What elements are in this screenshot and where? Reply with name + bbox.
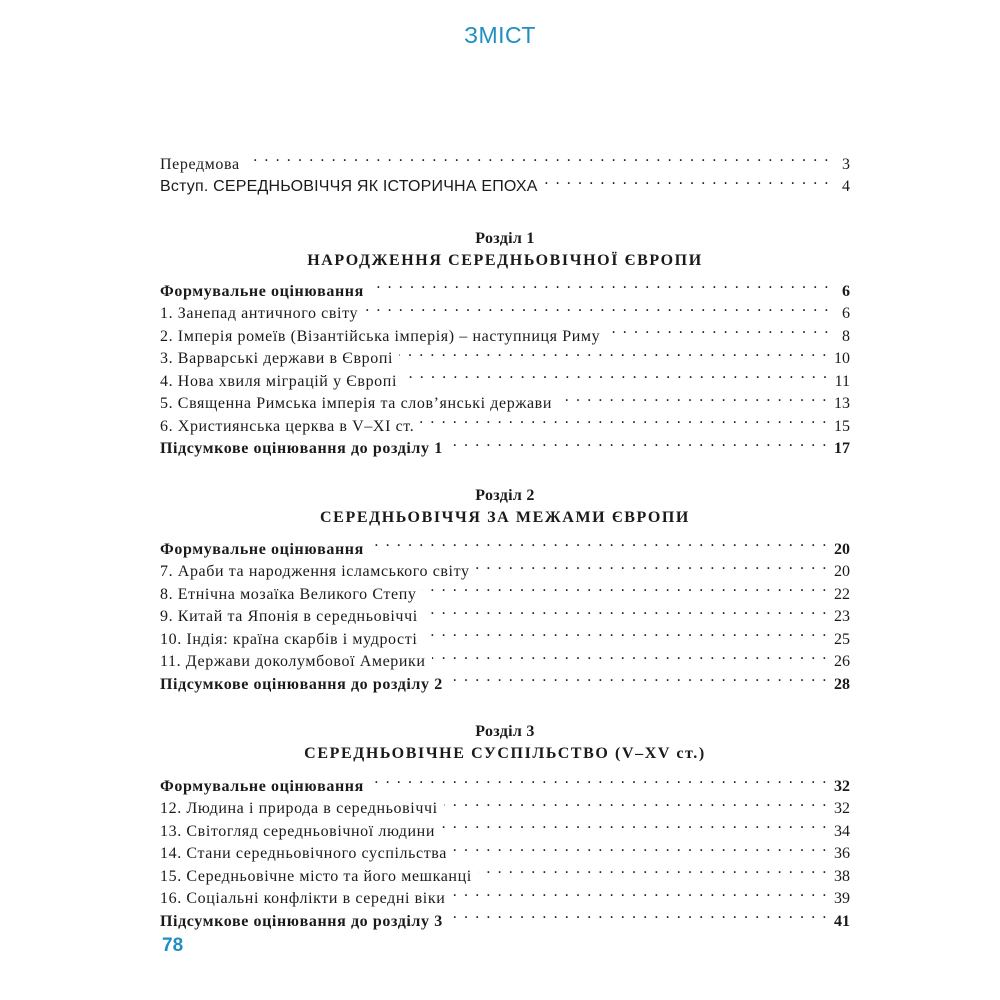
toc-entry-label: 15. Середньовічне місто та його мешканці bbox=[160, 867, 472, 885]
leader-dots bbox=[544, 169, 830, 192]
toc-entry-page: 32 bbox=[834, 777, 850, 795]
toc-entry-page: 10 bbox=[834, 350, 850, 367]
leader-dots bbox=[422, 576, 828, 599]
leader-dots bbox=[476, 554, 828, 577]
toc-entry-label: Передмова bbox=[160, 155, 240, 173]
toc-entry-page: 13 bbox=[834, 395, 850, 412]
toc-entry-page: 11 bbox=[834, 372, 850, 390]
toc-entry-label: 9. Китай та Японія в середньовіччі bbox=[160, 608, 418, 625]
toc-entry-page: 20 bbox=[834, 540, 850, 558]
toc-entry-label: Підсумкове оцінювання до розділу 3 bbox=[160, 912, 443, 930]
toc-entry-page: 25 bbox=[834, 630, 850, 648]
section-name: СЕРЕДНЬОВІЧЧЯ ЗА МЕЖАМИ ЄВРОПИ bbox=[320, 509, 690, 526]
toc-entry-label: 10. Індія: країна скарбів і мудрості bbox=[160, 630, 418, 648]
leader-dots bbox=[558, 386, 828, 409]
toc-entry-page: 36 bbox=[834, 845, 850, 862]
section-number: Розділ 3 bbox=[475, 723, 535, 740]
leader-dots bbox=[370, 531, 828, 554]
toc-entry-label: Формувальне оцінювання bbox=[160, 777, 364, 795]
toc-entry-label: 5. Священна Римська імперія та слов’янські держави bbox=[160, 395, 552, 412]
toc-entry[interactable] bbox=[160, 531, 850, 558]
toc-entry[interactable] bbox=[160, 169, 850, 195]
toc-entry-label: Формувальне оцінювання bbox=[160, 282, 364, 300]
leader-dots bbox=[453, 836, 828, 859]
toc-entry-label: 13. Світогляд середньовічної людини bbox=[160, 822, 435, 840]
leader-dots bbox=[441, 813, 828, 836]
section-name: СЕРЕДНЬОВІЧНЕ СУСПІЛЬСТВО (V–XV ст.) bbox=[304, 745, 706, 762]
leader-dots bbox=[432, 644, 828, 667]
toc-entry-label: 12. Людина і природа в середньовіччі bbox=[160, 800, 438, 817]
toc-entry[interactable] bbox=[160, 146, 850, 173]
toc-entry-page: 6 bbox=[842, 305, 850, 322]
page-title: ЗМІСТ bbox=[464, 22, 536, 48]
leader-dots bbox=[451, 881, 828, 904]
toc-entry-label: 6. Християнська церква в V–XI ст. bbox=[160, 417, 415, 435]
leader-dots bbox=[424, 599, 828, 622]
leader-dots bbox=[423, 621, 828, 644]
leader-dots bbox=[606, 318, 830, 341]
leader-dots bbox=[403, 363, 829, 386]
toc-entry-label: 16. Соціальні конфлікти в середні віки bbox=[160, 890, 446, 907]
toc-entry-page: 4 bbox=[842, 178, 850, 195]
leader-dots bbox=[246, 146, 830, 169]
toc-entry-label: 2. Імперія ромеїв (Візантійська імперія) – наступниця Риму bbox=[160, 327, 601, 345]
leader-dots bbox=[420, 408, 828, 431]
toc-entry[interactable] bbox=[160, 273, 850, 300]
leader-dots bbox=[370, 273, 830, 296]
toc-entry-label: Підсумкове оцінювання до розділу 2 bbox=[160, 675, 443, 693]
section-heading bbox=[160, 485, 850, 529]
toc-entry-label: 8. Етнічна мозаїка Великого Степу bbox=[160, 585, 417, 603]
toc-entry[interactable] bbox=[160, 768, 850, 795]
section-number: Розділ 2 bbox=[475, 487, 535, 504]
toc-entry-page: 22 bbox=[834, 585, 850, 603]
leader-dots bbox=[399, 341, 828, 364]
leader-dots bbox=[364, 296, 830, 319]
toc-section-3 bbox=[160, 768, 850, 930]
toc-entry-page: 15 bbox=[834, 417, 850, 435]
toc-entry-label: 7. Араби та народження ісламського світу bbox=[160, 563, 470, 580]
toc-entry-page: 8 bbox=[842, 327, 850, 345]
toc-entry-label: 14. Стани середньовічного суспільства bbox=[160, 845, 447, 862]
leader-dots bbox=[449, 903, 828, 926]
leader-dots bbox=[449, 431, 828, 454]
toc-entry-label: Підсумкове оцінювання до розділу 1 bbox=[160, 440, 443, 457]
toc-entry-page: 41 bbox=[834, 912, 850, 930]
toc-entry-page: 38 bbox=[834, 867, 850, 885]
toc-section-2 bbox=[160, 531, 850, 693]
toc-intro bbox=[160, 146, 850, 195]
toc-entry-label: 3. Варварські держави в Європі bbox=[160, 350, 394, 367]
section-number: Розділ 1 bbox=[475, 230, 535, 247]
toc-entry-label: 4. Нова хвиля міграцій у Європі bbox=[160, 372, 397, 390]
leader-dots bbox=[449, 666, 828, 689]
toc-entry-page: 17 bbox=[834, 440, 850, 457]
toc-entry-page: 39 bbox=[834, 890, 850, 907]
toc-entry-label: 11. Держави доколумбової Америки bbox=[160, 653, 426, 670]
section-name: НАРОДЖЕННЯ СЕРЕДНЬОВІЧНОЇ ЄВРОПИ bbox=[307, 252, 703, 269]
page-number: 78 bbox=[162, 935, 184, 956]
toc-entry-page: 23 bbox=[834, 608, 850, 625]
toc-entry-page: 34 bbox=[834, 822, 850, 840]
toc-entry-label: 1. Занепад античного світу bbox=[160, 305, 359, 322]
leader-dots bbox=[478, 858, 828, 881]
toc-entry-page: 6 bbox=[842, 282, 850, 300]
section-heading bbox=[160, 721, 850, 765]
toc-entry-label: Вступ. СЕРЕДНЬОВІЧЧЯ ЯК ІСТОРИЧНА ЕПОХА bbox=[160, 178, 538, 195]
toc-entry-page: 28 bbox=[834, 675, 850, 693]
leader-dots bbox=[444, 791, 828, 814]
toc-entry-page: 26 bbox=[834, 653, 850, 670]
toc-section-1 bbox=[160, 273, 850, 457]
section-heading bbox=[160, 228, 850, 272]
toc-entry-label: Формувальне оцінювання bbox=[160, 540, 364, 558]
toc-entry-page: 20 bbox=[834, 563, 850, 580]
toc-entry-page: 3 bbox=[842, 155, 850, 173]
leader-dots bbox=[370, 768, 828, 791]
toc-entry-page: 32 bbox=[834, 800, 850, 817]
